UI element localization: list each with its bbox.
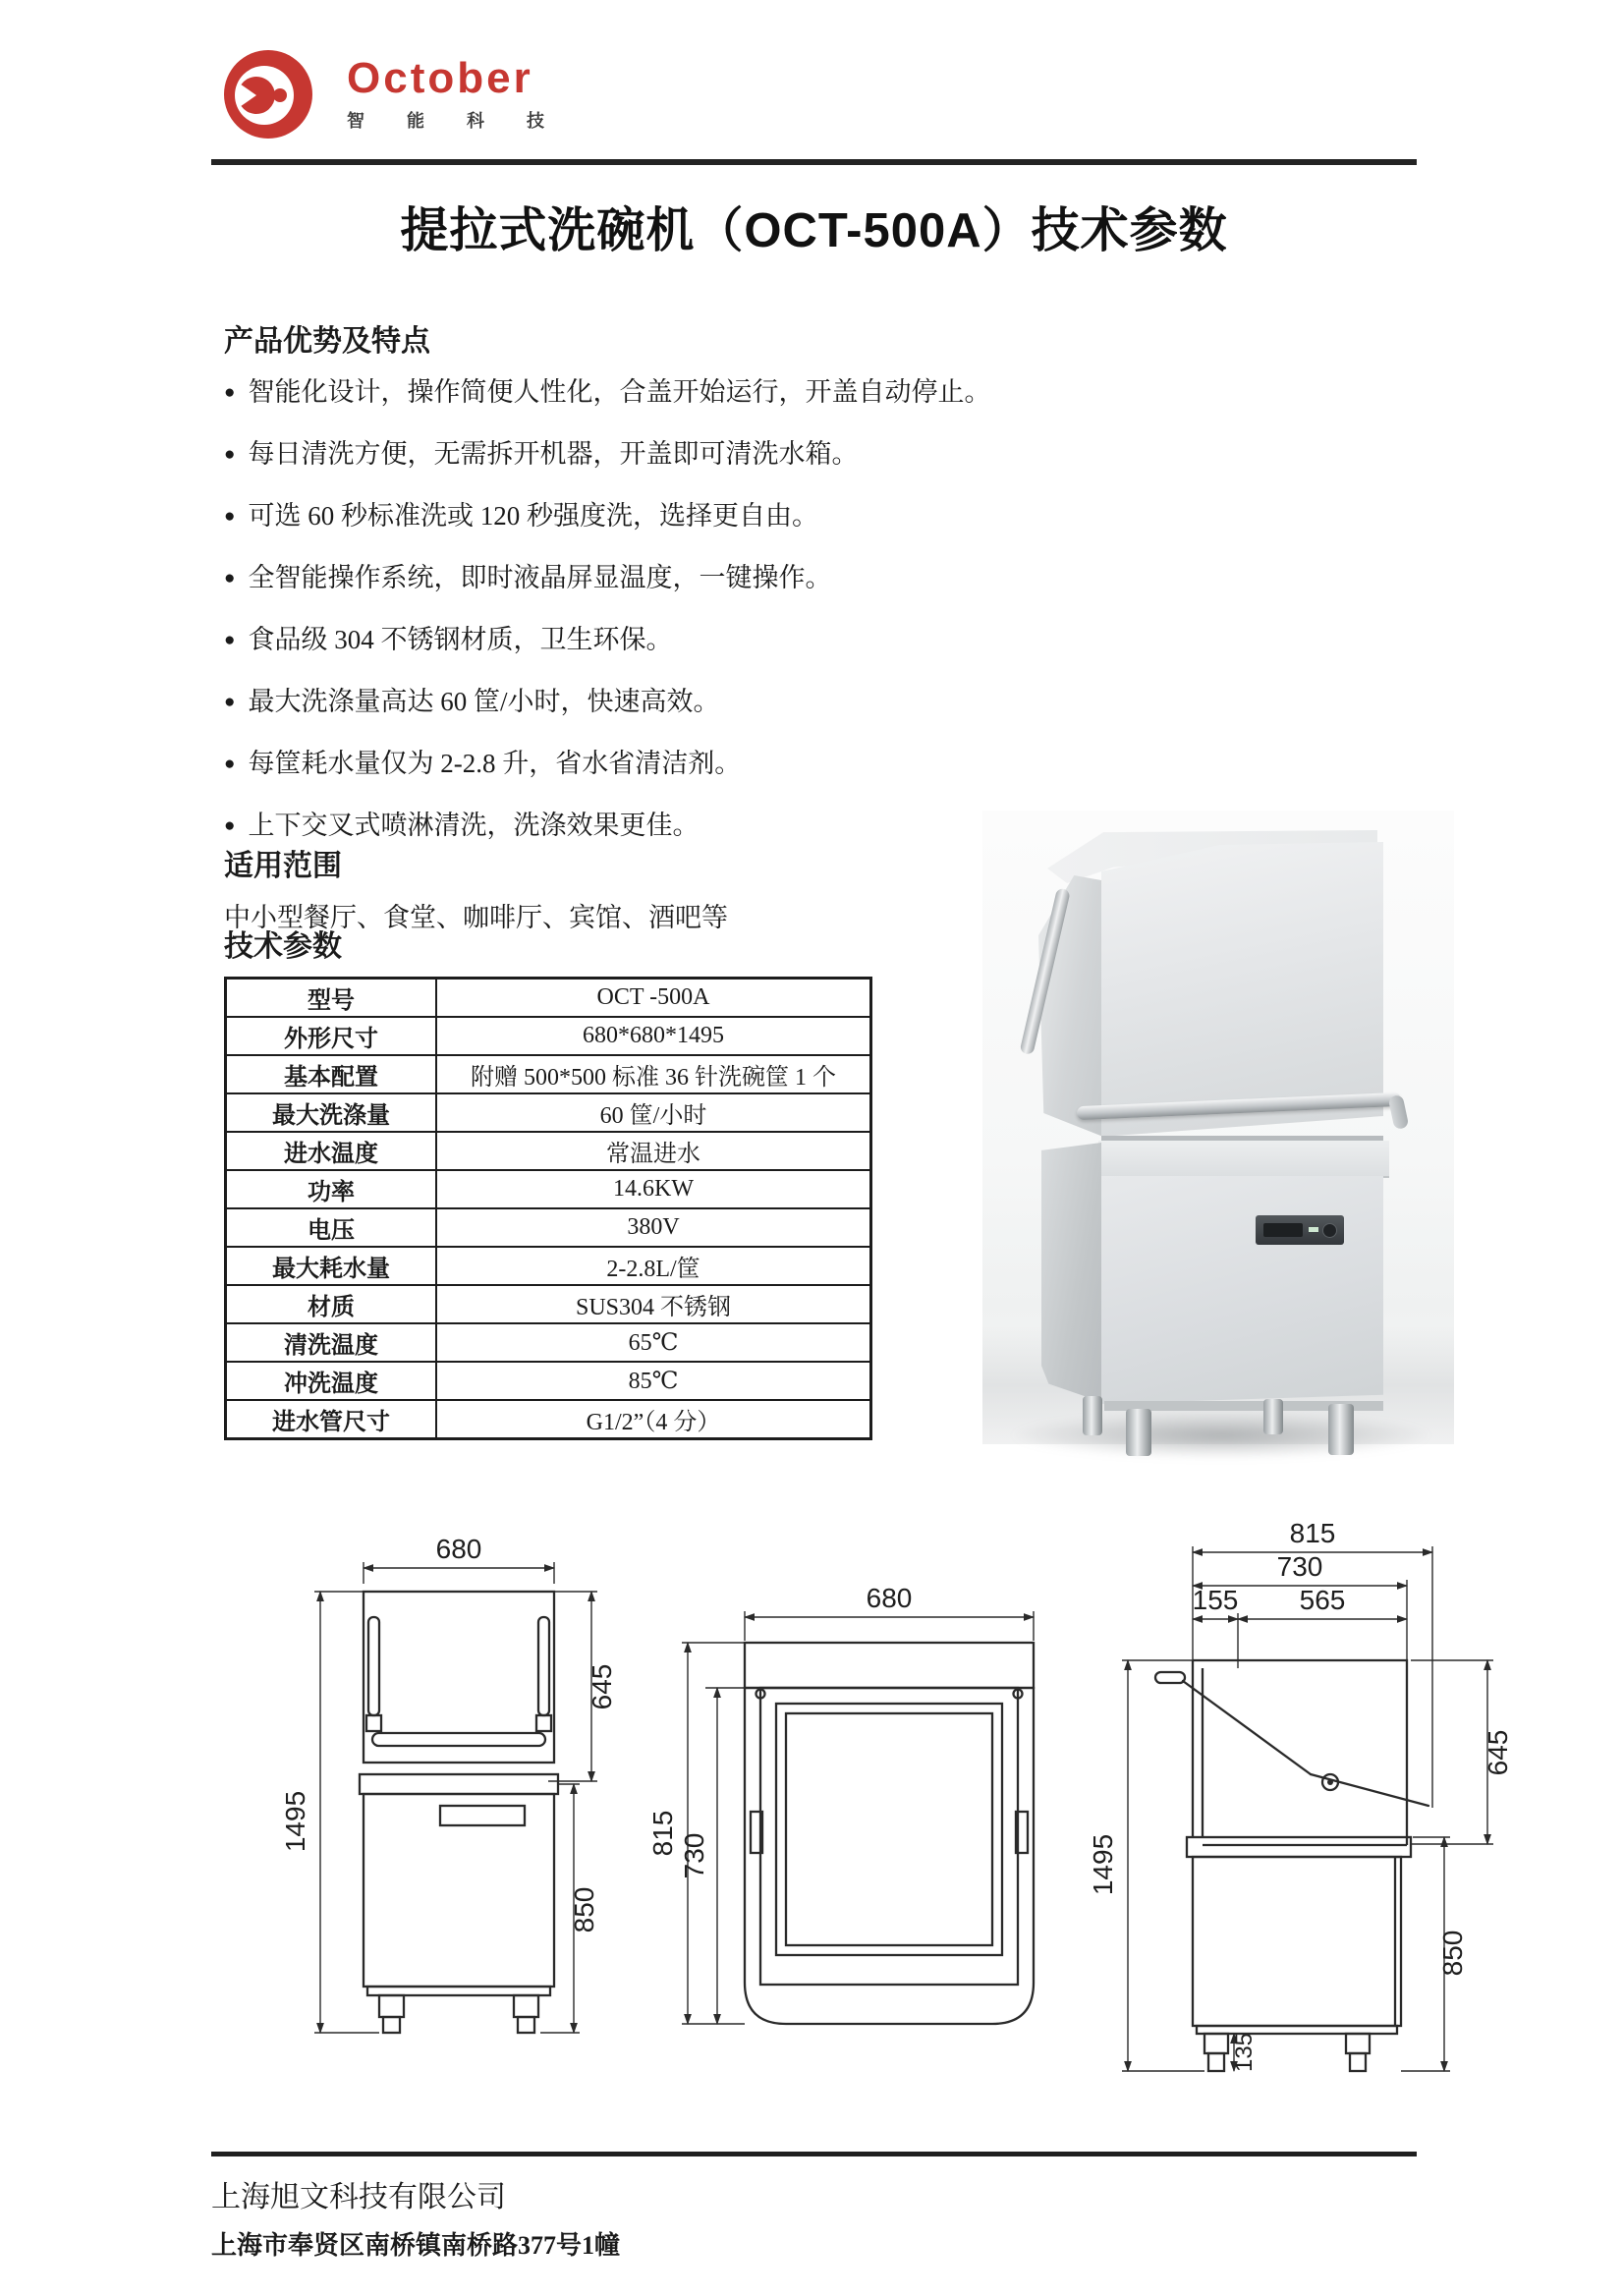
feature-text: 每日清洗方便，无需拆开机器，开盖即可清洗水箱。 xyxy=(248,439,859,469)
machine-handle-end xyxy=(1388,1094,1410,1130)
photo-shadow xyxy=(1010,1412,1432,1459)
features-section xyxy=(224,316,1020,874)
spec-label: 基本配置 xyxy=(226,1055,437,1093)
dim-front-total-height: 1495 xyxy=(280,1790,310,1853)
spec-row xyxy=(226,979,871,1018)
spec-row xyxy=(226,1362,871,1400)
dim-side-rear: 155 xyxy=(1192,1585,1239,1615)
spec-label: 清洗温度 xyxy=(226,1323,437,1362)
spec-row xyxy=(226,1055,871,1093)
company-name: 上海旭文科技有限公司 xyxy=(211,2181,506,2213)
feature-item xyxy=(224,441,1020,468)
machine-button xyxy=(1322,1223,1337,1238)
scope-section xyxy=(224,841,1020,934)
bullet-icon: ● xyxy=(224,815,236,836)
spec-value: SUS304 不锈钢 xyxy=(436,1285,871,1323)
dim-side-leg-height: 135 xyxy=(1231,2032,1258,2073)
feature-text: 食品级 304 不锈钢材质，卫生环保。 xyxy=(248,625,673,654)
page-title: 提拉式洗碗机（OCT-500A）技术参数 xyxy=(400,204,1228,257)
spec-value: 65℃ xyxy=(436,1323,871,1362)
machine-band xyxy=(1098,1141,1389,1178)
spec-row xyxy=(226,1247,871,1285)
feature-item xyxy=(224,503,1020,530)
brand-subtitle: 智 能 科 技 xyxy=(347,110,564,131)
spec-row xyxy=(226,1208,871,1247)
spec-row xyxy=(226,1132,871,1170)
spec-value: 2-2.8L/筐 xyxy=(436,1247,871,1285)
feature-item xyxy=(224,751,1020,777)
machine-hood-side xyxy=(1038,875,1103,1137)
bullet-icon: ● xyxy=(224,382,236,403)
drawing-side-view xyxy=(1088,1518,1540,2105)
dim-top-width: 680 xyxy=(866,1583,913,1613)
dim-side-front: 565 xyxy=(1299,1585,1346,1615)
machine-cabinet-front xyxy=(1101,1176,1383,1404)
machine-leg xyxy=(1126,1409,1151,1456)
dim-top-depth-outer: 815 xyxy=(647,1810,678,1857)
bullet-icon: ● xyxy=(224,506,236,527)
feature-text: 全智能操作系统，即时液晶屏显温度，一键操作。 xyxy=(248,563,832,592)
spec-value: 常温进水 xyxy=(436,1132,871,1170)
spec-value: 14.6KW xyxy=(436,1170,871,1208)
feature-item xyxy=(224,689,1020,715)
dim-front-body-height: 850 xyxy=(569,1886,599,1933)
feature-item xyxy=(224,627,1020,653)
spec-row xyxy=(226,1400,871,1439)
spec-value: 680*680*1495 xyxy=(436,1017,871,1055)
features-heading: 产品优势及特点 xyxy=(224,325,430,358)
specs-heading: 技术参数 xyxy=(224,930,342,963)
spec-row xyxy=(226,1323,871,1362)
machine-cabinet-side xyxy=(1041,1143,1101,1402)
brand-logo xyxy=(211,37,1417,140)
drawing-front-view xyxy=(277,1535,621,2095)
spec-label: 最大耗水量 xyxy=(226,1247,437,1285)
feature-item xyxy=(224,812,1020,839)
features-list xyxy=(224,379,1020,839)
spec-value: 60 筐/小时 xyxy=(436,1093,871,1132)
spec-row xyxy=(226,1093,871,1132)
dim-front-width: 680 xyxy=(435,1534,482,1564)
brand-logo-icon xyxy=(223,49,313,140)
drawing-top-view xyxy=(648,1584,1061,2041)
bullet-icon: ● xyxy=(224,754,236,774)
machine-control-panel xyxy=(1256,1215,1344,1245)
spec-label: 功率 xyxy=(226,1170,437,1208)
feature-text: 可选 60 秒标准洗或 120 秒强度洗，选择更自由。 xyxy=(248,501,818,531)
specs-table xyxy=(224,977,872,1440)
spec-value: 85℃ xyxy=(436,1362,871,1400)
spec-label: 材质 xyxy=(226,1285,437,1323)
product-photo xyxy=(982,811,1454,1444)
dim-top-depth-inner: 730 xyxy=(679,1832,709,1879)
dim-front-hood-height: 645 xyxy=(587,1663,617,1710)
machine-leg xyxy=(1328,1404,1354,1455)
bullet-icon: ● xyxy=(224,692,236,712)
spec-label: 进水温度 xyxy=(226,1132,437,1170)
dim-side-body-height: 850 xyxy=(1437,1930,1468,1977)
machine-hood-front xyxy=(1101,842,1383,1137)
feature-item xyxy=(224,379,1020,406)
feature-text: 智能化设计，操作简便人性化，合盖开始运行，开盖自动停止。 xyxy=(248,377,991,407)
machine-led xyxy=(1309,1227,1318,1232)
bullet-icon: ● xyxy=(224,444,236,465)
spec-label: 型号 xyxy=(226,979,437,1018)
feature-text: 每筐耗水量仅为 2-2.8 升，省水省清洁剂。 xyxy=(248,749,742,778)
header xyxy=(211,37,1417,165)
spec-value: OCT -500A xyxy=(436,979,871,1018)
dim-side-total-height: 1495 xyxy=(1088,1833,1118,1896)
spec-label: 外形尺寸 xyxy=(226,1017,437,1055)
spec-label: 进水管尺寸 xyxy=(226,1400,437,1439)
bullet-icon: ● xyxy=(224,630,236,650)
footer xyxy=(211,2152,1417,2262)
spec-value: 380V xyxy=(436,1208,871,1247)
feature-item xyxy=(224,565,1020,591)
machine-leg xyxy=(1083,1396,1102,1435)
spec-row xyxy=(226,1017,871,1055)
brand-wordmark xyxy=(347,53,564,133)
dim-side-hood-height: 645 xyxy=(1483,1729,1513,1776)
brand-name: October xyxy=(347,53,533,102)
spec-row xyxy=(226,1285,871,1323)
spec-value: G1/2”（4 分） xyxy=(436,1400,871,1439)
feature-text: 最大洗涤量高达 60 筐/小时，快速高效。 xyxy=(248,687,720,716)
scope-heading: 适用范围 xyxy=(224,850,342,882)
bullet-icon: ● xyxy=(224,568,236,588)
dim-side-depth-total: 815 xyxy=(1289,1518,1336,1548)
spec-label: 冲洗温度 xyxy=(226,1362,437,1400)
spec-row xyxy=(226,1170,871,1208)
machine-leg xyxy=(1263,1399,1283,1434)
machine-display xyxy=(1263,1223,1303,1237)
spec-label: 电压 xyxy=(226,1208,437,1247)
spec-label: 最大洗涤量 xyxy=(226,1093,437,1132)
specs-section xyxy=(224,922,872,1440)
scope-text: 中小型餐厅、食堂、咖啡厅、宾馆、酒吧等 xyxy=(224,903,728,932)
feature-text: 上下交叉式喷淋清洗，洗涤效果更佳。 xyxy=(248,811,700,840)
spec-value: 附赠 500*500 标准 36 针洗碗筐 1 个 xyxy=(436,1055,871,1093)
dim-side-depth-body: 730 xyxy=(1276,1551,1323,1582)
company-address: 上海市奉贤区南桥镇南桥路377号1幢 xyxy=(211,2231,621,2260)
